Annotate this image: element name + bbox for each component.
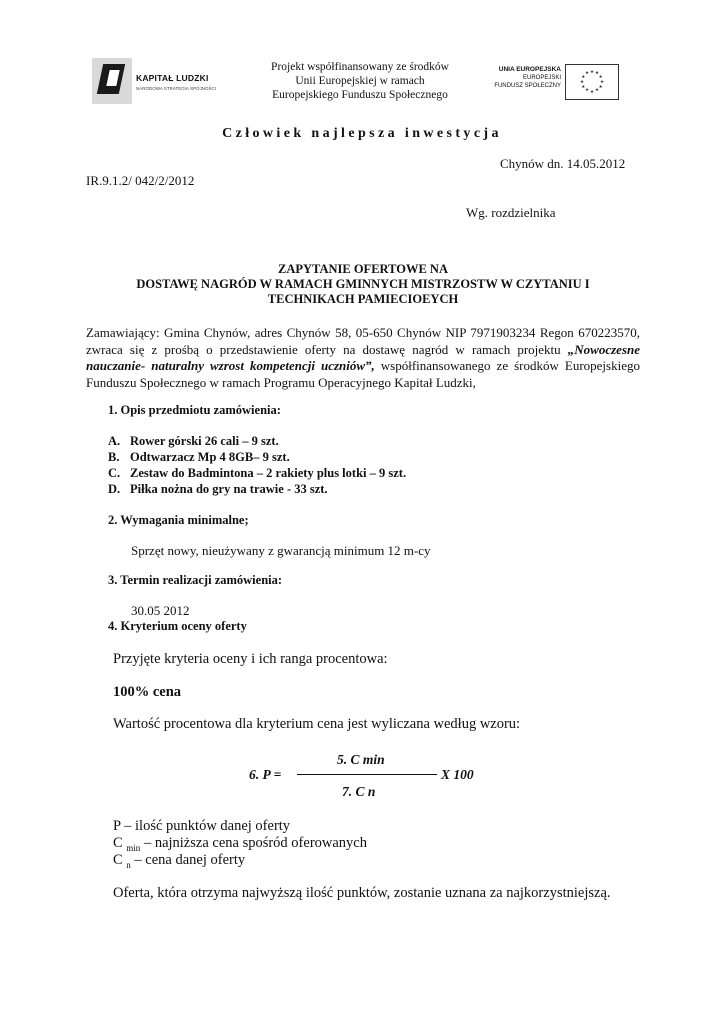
section-2-text: Sprzęt nowy, nieużywany z gwarancją minimum 12 m-cy xyxy=(131,543,431,558)
legend-cmin-prefix: C xyxy=(113,835,127,851)
list-item xyxy=(108,434,279,449)
eu-star-icon: ★ xyxy=(589,68,595,74)
list-item-text: Zestaw do Badmintona – 2 rakiety plus lotki – 9 szt. xyxy=(130,466,407,480)
legend-cn-sub: n xyxy=(126,859,131,870)
legend-cmin xyxy=(113,835,367,853)
intro-part-2: współfinansowanego ze środków Europejskiego Funduszu Społecznego w ramach Programu Operacyjnego Kapitał Ludzki, xyxy=(86,358,640,390)
header-line-2: Unii Europejskiej w ramach xyxy=(295,75,425,87)
header-line-3: Europejskiego Funduszu Społecznego xyxy=(272,89,448,101)
eu-star-icon: ★ xyxy=(579,78,585,84)
list-item-text: Piłka nożna do gry na trawie - 33 szt. xyxy=(130,482,328,496)
title-line-1: ZAPYTANIE OFERTOWE NA xyxy=(278,262,448,276)
eu-star-icon: ★ xyxy=(594,69,600,75)
intro-part-1: Zamawiający: Gmina Chynów, adres Chynów 58, 05-650 Chynów NIP 7971903234 Regon 670223570, zwraca się z prośbą o przedstawienie oferty na dostawę nagród w ramach projektu xyxy=(86,325,640,357)
eu-logo-line1: UNIA EUROPEJSKA xyxy=(498,66,561,73)
list-item-text: Odtwarzacz Mp 4 8GB– 9 szt. xyxy=(130,450,290,464)
legend-cn xyxy=(113,852,245,870)
formula-intro: Wartość procentowa dla kryterium cena jest wyliczana według wzoru: xyxy=(113,716,521,732)
eu-star-icon: ★ xyxy=(581,73,586,79)
section-4-heading: 4. Kryterium oceny oferty xyxy=(108,619,247,633)
kapital-ludzki-logo xyxy=(92,58,222,104)
list-item-letter: C. xyxy=(108,466,121,480)
formula-rhs: X 100 xyxy=(441,767,474,782)
eu-flag-icon xyxy=(565,64,619,100)
eu-logo-line3: FUNDUSZ SPOŁECZNY xyxy=(494,83,561,89)
criteria-intro: Przyjęte kryteria oceny i ich ranga procentowa: xyxy=(113,651,388,667)
list-item xyxy=(108,466,406,481)
section-2-heading: 2. Wymagania minimalne; xyxy=(108,513,249,527)
legend-p: P – ilość punktów danej oferty xyxy=(113,818,291,834)
closing-statement: Oferta, która otrzyma najwyższą ilość punktów, zostanie uznana za najkorzystniejszą. xyxy=(113,885,611,901)
formula-denominator: 7. C n xyxy=(342,784,376,799)
kapital-ludzki-emblem-icon xyxy=(92,58,132,104)
intro-paragraph xyxy=(86,325,640,391)
eu-star-icon: ★ xyxy=(598,83,603,89)
eu-star-icon: ★ xyxy=(581,83,586,89)
header-line-1: Projekt współfinansowany ze środków xyxy=(271,61,449,73)
eu-logo-text xyxy=(487,66,561,90)
eu-star-icon: ★ xyxy=(594,87,600,93)
section-3-text: 30.05 2012 xyxy=(131,603,190,618)
list-item-text: Rower górski 26 cali – 9 szt. xyxy=(130,434,279,448)
section-3-heading: 3. Termin realizacji zamówienia: xyxy=(108,573,283,587)
list-item xyxy=(108,482,328,497)
eu-efs-logo xyxy=(487,62,622,98)
distribution-note: Wg. rozdzielnika xyxy=(466,205,556,220)
eu-star-icon: ★ xyxy=(584,69,590,75)
eu-star-icon: ★ xyxy=(589,88,595,94)
list-item-letter: B. xyxy=(108,450,120,464)
document-title xyxy=(86,262,640,307)
motto: Człowiek najlepsza inwestycja xyxy=(222,126,502,141)
reference-number: IR.9.1.2/ 042/2/2012 xyxy=(86,173,195,188)
kapital-ludzki-logo-sub: NARODOWA STRATEGIA SPÓJNOŚCI xyxy=(136,86,217,91)
list-item-letter: A. xyxy=(108,434,121,448)
formula-numerator: 5. C min xyxy=(337,752,385,767)
eu-star-icon: ★ xyxy=(584,87,590,93)
title-line-3: TECHNIKACH PAMIECIOEYCH xyxy=(267,292,459,306)
eu-star-icon: ★ xyxy=(599,78,605,84)
project-name: „Nowoczesne nauczanie- naturalny wzrost kompetencji uczniów”, xyxy=(86,341,640,373)
legend-cn-text: – cena danej oferty xyxy=(130,852,246,868)
legend-cn-prefix: C xyxy=(113,852,127,868)
legend-cmin-text: – najniższa cena spośród oferowanych xyxy=(140,835,367,851)
eu-logo-line2: EUROPEJSKI xyxy=(522,75,561,81)
criterion: 100% cena xyxy=(113,684,182,700)
list-item xyxy=(108,450,290,465)
kapital-ludzki-logo-name: KAPITAŁ LUDZKI xyxy=(136,73,209,83)
fraction-line xyxy=(297,774,437,775)
section-1-heading: 1. Opis przedmiotu zamówienia: xyxy=(108,403,281,417)
title-line-2: DOSTAWĘ NAGRÓD W RAMACH GMINNYCH MISTRZOSTW W CZYTANIU I xyxy=(136,277,590,291)
eu-star-icon: ★ xyxy=(598,73,603,79)
legend-cmin-sub: min xyxy=(126,842,141,853)
document-date: Chynów dn. 14.05.2012 xyxy=(500,156,626,171)
formula-lhs: 6. P = xyxy=(249,767,282,782)
cofinancing-header xyxy=(230,60,490,102)
list-item-letter: D. xyxy=(108,482,121,496)
